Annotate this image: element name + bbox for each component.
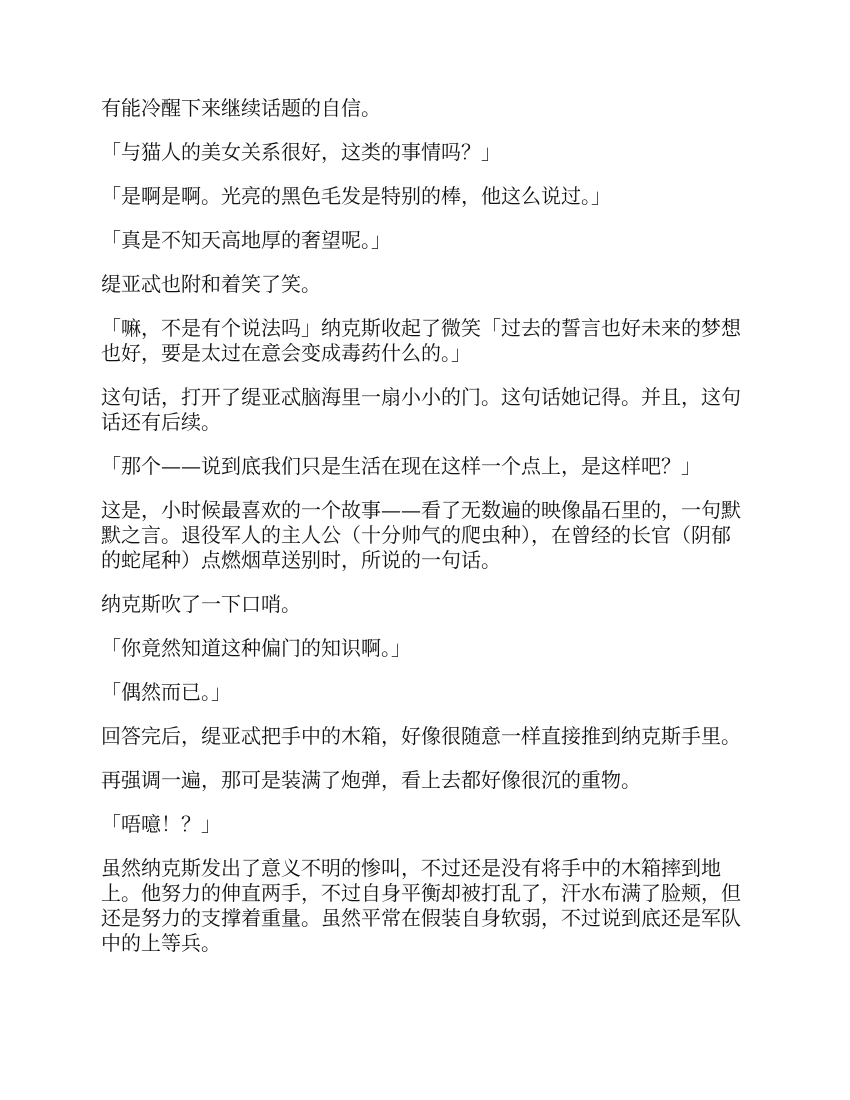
paragraph: 「唔噫！？」: [101, 812, 221, 836]
paragraph: 这句话，打开了缇亚忒脑海里一扇小小的门。这句话她记得。并且，这句话还有后续。: [101, 385, 741, 434]
paragraph: 「你竟然知道这种偏门的知识啊。」: [101, 636, 411, 660]
document-body: [101, 96, 749, 975]
paragraph: 「是啊是啊。光亮的黑色毛发是特别的棒，他这么说过。」: [101, 184, 611, 208]
paragraph: 「与猫人的美女关系很好，这类的事情吗？」: [101, 140, 501, 164]
paragraph: 「嘛，不是有个说法吗」纳克斯收起了微笑「过去的誓言也好未来的梦想也好，要是太过在意会变成毒药什么的。」: [101, 316, 741, 365]
paragraph: 「偶然而已。」: [101, 680, 231, 704]
paragraph: 虽然纳克斯发出了意义不明的惨叫，不过还是没有将手中的木箱摔到地上。他努力的伸直两手，不过自身平衡却被打乱了，汗水布满了脸颊，但还是努力的支撑着重量。虽然平常在假装自身软弱，不过说到底还是军队中的上等兵。: [101, 856, 741, 955]
paragraph: 这是，小时候最喜欢的一个故事——看了无数遍的映像晶石里的，一句默默之言。退役军人的主人公（十分帅气的爬虫种），在曾经的长官（阴郁的蛇尾种）点燃烟草送别时，所说的一句话。: [101, 498, 741, 572]
paragraph: 回答完后，缇亚忒把手中的木箱，好像很随意一样直接推到纳克斯手里。: [101, 724, 741, 748]
paragraph: 再强调一遍，那可是装满了炮弹，看上去都好像很沉的重物。: [101, 768, 641, 792]
paragraph: 有能冷醒下来继续话题的自信。: [101, 96, 381, 120]
paragraph: 缇亚忒也附和着笑了笑。: [101, 272, 321, 296]
paragraph: 「真是不知天高地厚的奢望呢。」: [101, 228, 391, 252]
paragraph: 纳克斯吹了一下口哨。: [101, 592, 301, 616]
paragraph: 「那个——说到底我们只是生活在现在这样一个点上，是这样吧？」: [101, 454, 701, 478]
